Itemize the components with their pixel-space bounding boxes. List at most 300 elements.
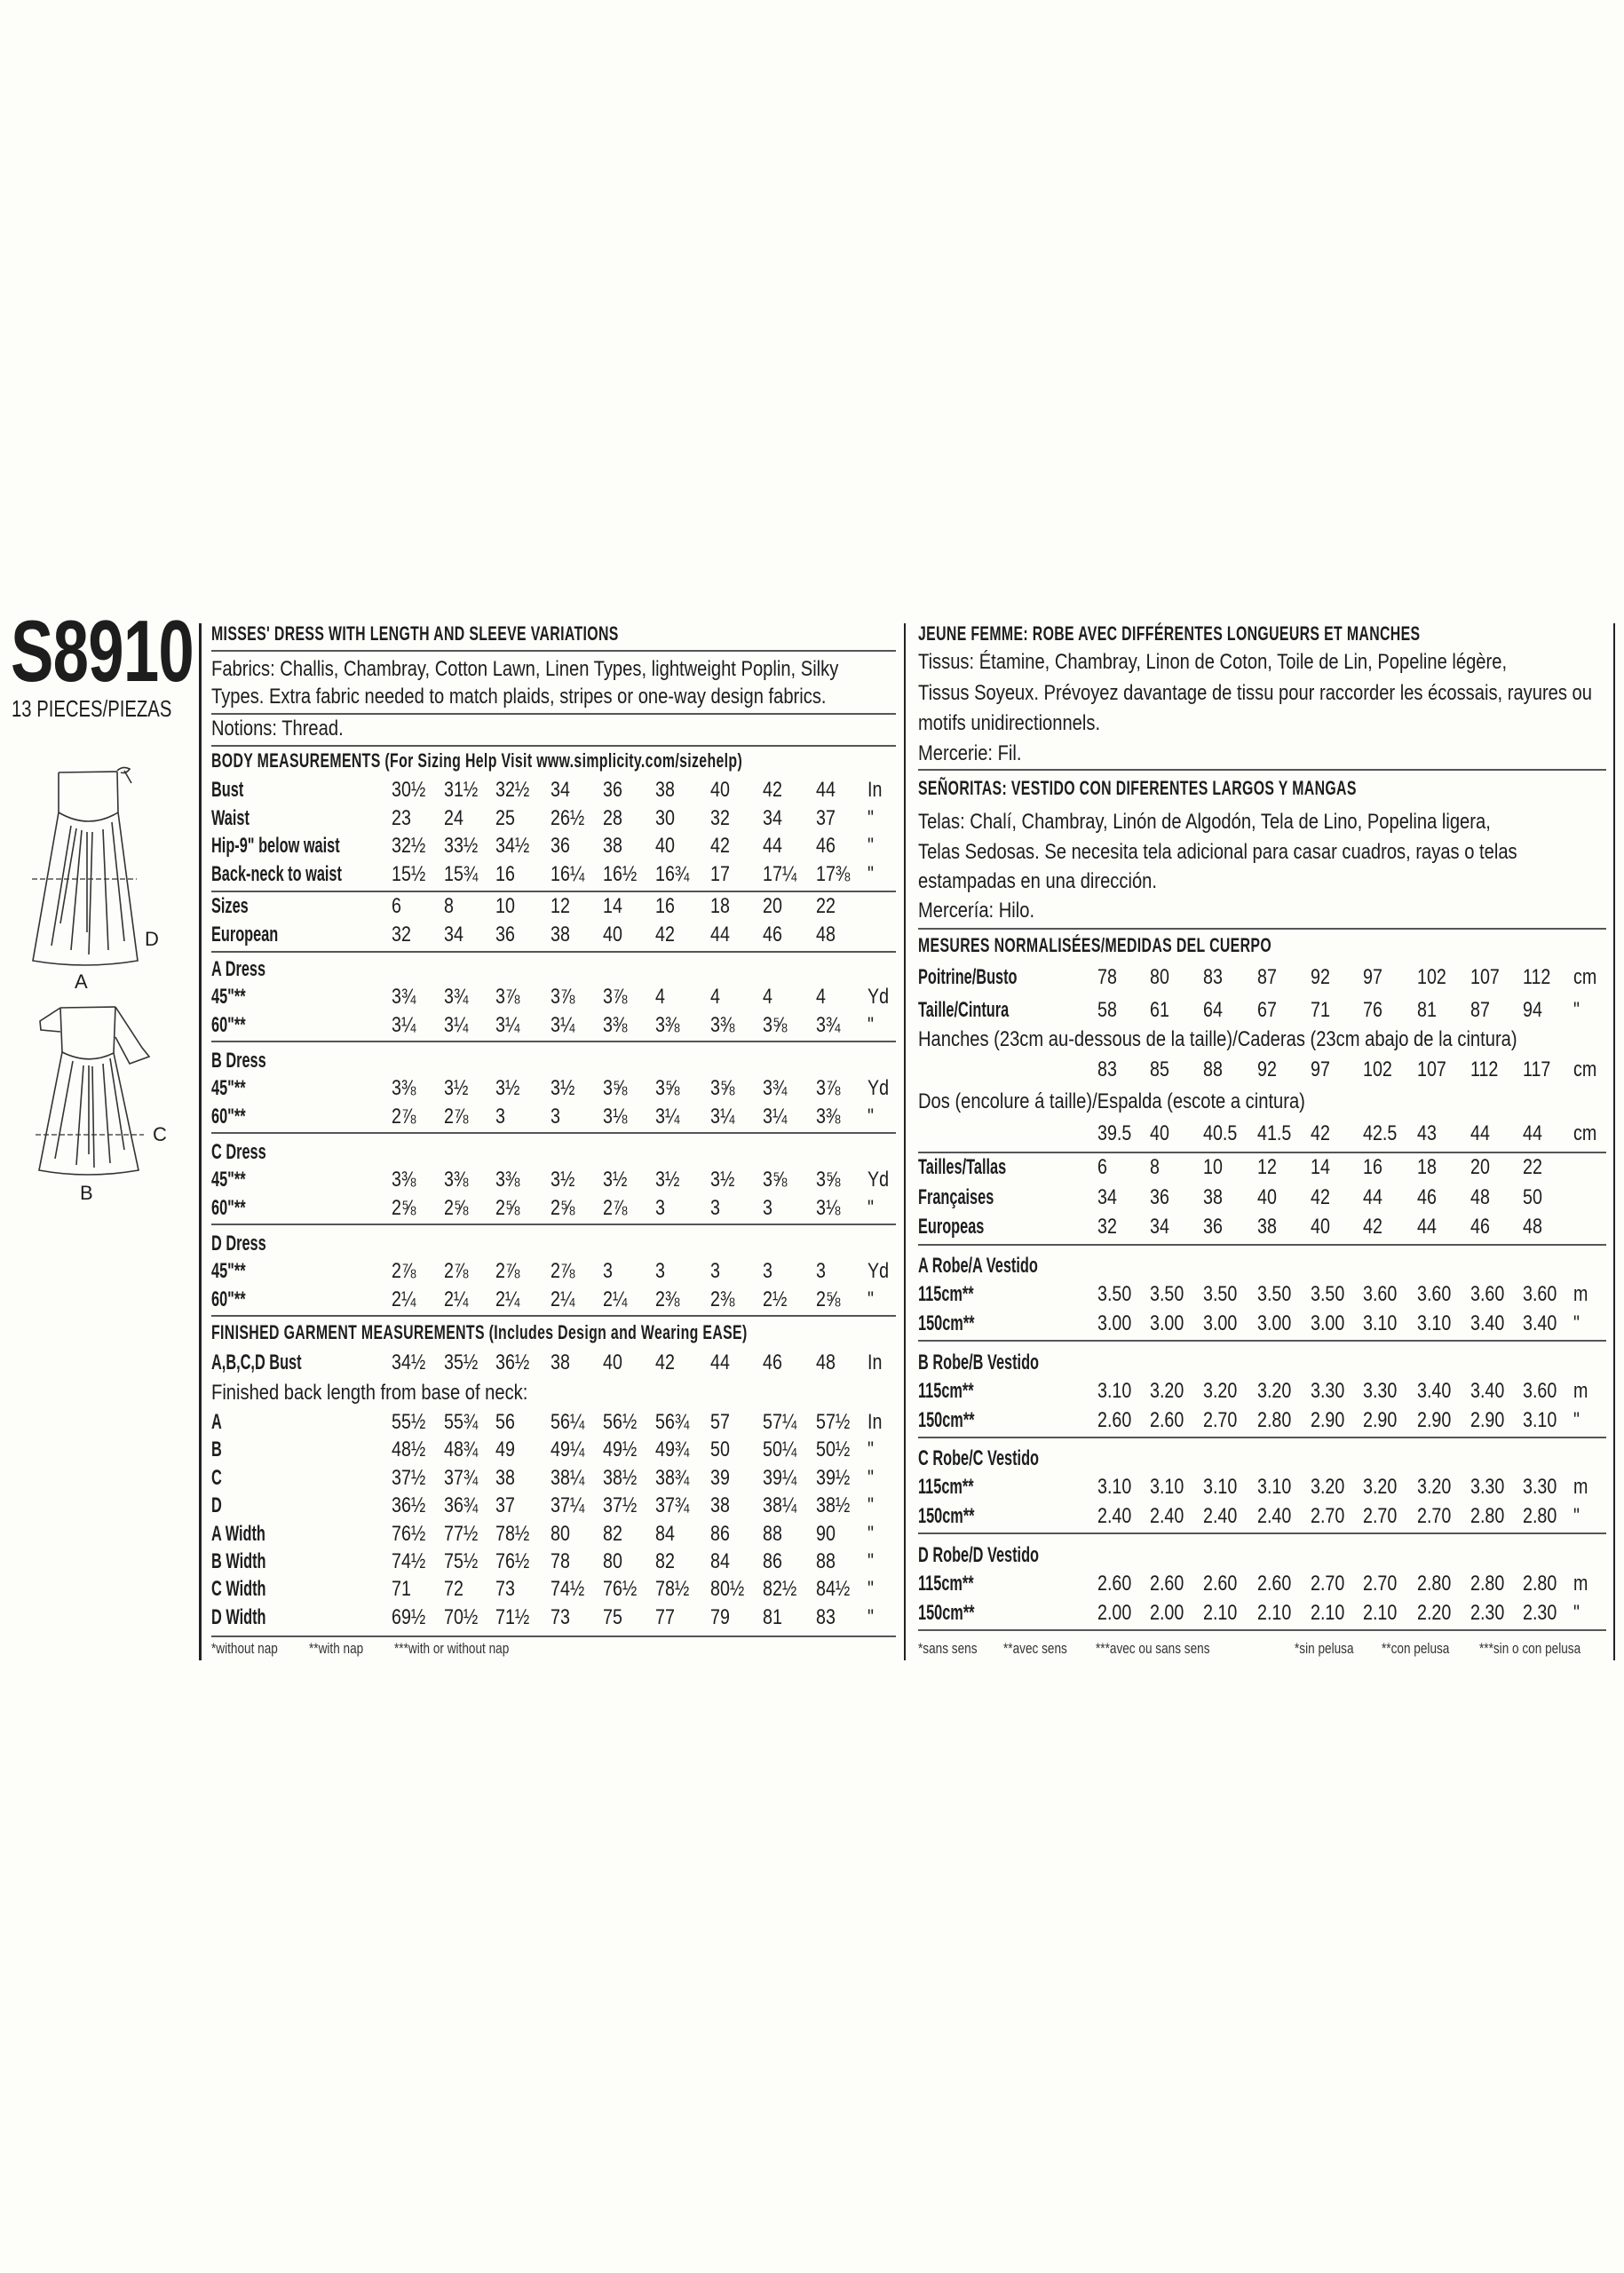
- table-cell: 107: [1417, 1057, 1446, 1081]
- table-cell: 78½: [495, 1521, 530, 1546]
- table-cell: 3¼: [655, 1105, 680, 1129]
- yardage-row-label: 150cm**: [918, 1407, 975, 1432]
- table-cell: 38: [1203, 1184, 1223, 1209]
- yardage-row-label: 45"**: [211, 1076, 246, 1100]
- table-cell: 36½: [392, 1493, 426, 1518]
- table-cell: 32: [710, 805, 730, 830]
- table-cell: 36: [551, 834, 570, 859]
- table-cell: 39½: [816, 1465, 851, 1490]
- spanish-fabrics-text: Telas Sedosas. Se necesita tela adicional para casar cuadros, rayas o telas: [918, 839, 1517, 864]
- yardage-row-label: 115cm**: [918, 1282, 974, 1306]
- french-fabrics-text: motifs unidirectionnels.: [918, 711, 1101, 735]
- footnote: ***avec ou sans sens: [1096, 1640, 1210, 1657]
- table-cell: 30½: [392, 778, 426, 802]
- table-cell: 44: [1417, 1215, 1437, 1239]
- table-cell: 72: [444, 1577, 463, 1602]
- table-cell: 74½: [551, 1577, 585, 1602]
- body-row-label: Hip-9" below waist: [211, 834, 340, 859]
- table-cell: 56: [495, 1410, 515, 1434]
- unit-label: ": [867, 1105, 874, 1129]
- footnote: ***sin o con pelusa: [1479, 1640, 1581, 1657]
- table-cell: 42: [1363, 1215, 1382, 1239]
- table-cell: 44: [763, 834, 782, 859]
- yardage-row-label: 115cm**: [918, 1378, 974, 1403]
- table-cell: 86: [710, 1521, 730, 1546]
- table-cell: 46: [763, 923, 782, 946]
- yardage-row-label: 150cm**: [918, 1311, 975, 1335]
- table-cell: 3⅝: [603, 1076, 628, 1100]
- table-cell: 2.80: [1523, 1504, 1557, 1529]
- table-cell: 73: [551, 1604, 570, 1629]
- table-cell: 3⅜: [816, 1105, 841, 1129]
- table-cell: 3.30: [1311, 1378, 1345, 1403]
- table-cell: 2⅞: [392, 1105, 416, 1129]
- table-cell: 8: [1150, 1155, 1160, 1179]
- table-cell: 84: [655, 1521, 675, 1546]
- table-cell: 49½: [603, 1437, 638, 1462]
- table-cell: 3.00: [1203, 1311, 1238, 1335]
- metric-row-label: Poitrine/Busto: [918, 965, 1018, 989]
- table-cell: 2.00: [1150, 1601, 1184, 1626]
- yardage-row-label: 45"**: [211, 1259, 246, 1283]
- table-cell: 4: [816, 985, 826, 1009]
- table-cell: 78: [1097, 965, 1117, 989]
- table-cell: 55¾: [444, 1410, 479, 1434]
- footnote: *sin pelusa: [1295, 1640, 1354, 1657]
- table-cell: 40: [1257, 1184, 1277, 1209]
- table-cell: 38: [710, 1493, 730, 1518]
- divider: [211, 1132, 896, 1134]
- table-cell: 77½: [444, 1521, 479, 1546]
- unit-label: ": [1573, 1311, 1580, 1335]
- table-cell: 37½: [392, 1465, 426, 1490]
- table-cell: 57½: [816, 1410, 851, 1434]
- table-cell: 44: [1363, 1184, 1382, 1209]
- table-cell: 44: [1470, 1121, 1490, 1145]
- table-cell: 36: [1203, 1215, 1223, 1239]
- table-cell: 2.90: [1311, 1407, 1345, 1432]
- table-cell: 117: [1523, 1057, 1551, 1081]
- table-cell: 2.90: [1417, 1407, 1452, 1432]
- table-cell: 3¼: [444, 1013, 469, 1037]
- table-cell: 10: [495, 894, 515, 918]
- yardage-view-title: A Robe/A Vestido: [918, 1254, 1038, 1278]
- table-cell: 4: [763, 985, 772, 1009]
- table-cell: 22: [1523, 1155, 1542, 1179]
- fabrics-text: Types. Extra fabric needed to match plaids, stripes or one-way design fabrics.: [211, 685, 827, 709]
- table-cell: 46: [763, 1350, 782, 1374]
- table-cell: 42: [1311, 1121, 1330, 1145]
- metric-measurements-title: MESURES NORMALISÉES/MEDIDAS DEL CUERPO: [918, 934, 1272, 956]
- table-cell: 56¾: [655, 1410, 690, 1434]
- table-cell: 3.10: [1257, 1475, 1292, 1500]
- table-cell: 12: [551, 894, 570, 918]
- table-cell: 31½: [444, 778, 479, 802]
- unit-label: ": [867, 1604, 874, 1629]
- table-cell: 102: [1363, 1057, 1392, 1081]
- table-cell: 6: [1097, 1155, 1107, 1179]
- notions-text: Notions: Thread.: [211, 717, 344, 741]
- table-cell: 4: [710, 985, 720, 1009]
- table-cell: 25: [495, 805, 515, 830]
- table-cell: 44: [1523, 1121, 1542, 1145]
- table-cell: 3⅝: [763, 1168, 788, 1192]
- table-cell: 2⅝: [444, 1196, 469, 1220]
- table-cell: 48¾: [444, 1437, 479, 1462]
- table-cell: 73: [495, 1577, 515, 1602]
- table-cell: 3.00: [1311, 1311, 1345, 1335]
- table-cell: 2⅞: [495, 1259, 520, 1283]
- dress-b-sketch: [36, 1007, 149, 1175]
- table-cell: 32½: [495, 778, 530, 802]
- table-cell: 2.90: [1470, 1407, 1505, 1432]
- table-cell: 76½: [495, 1549, 530, 1573]
- table-cell: 75: [603, 1604, 622, 1629]
- table-cell: 34: [763, 805, 782, 830]
- table-cell: 67: [1257, 998, 1277, 1022]
- table-cell: 50¼: [763, 1437, 797, 1462]
- table-cell: 39: [710, 1465, 730, 1490]
- table-cell: 2.40: [1257, 1504, 1292, 1529]
- table-cell: 48: [1470, 1184, 1490, 1209]
- table-cell: 3⅜: [603, 1013, 628, 1037]
- table-cell: 97: [1311, 1057, 1330, 1081]
- table-cell: 35½: [444, 1350, 479, 1374]
- table-cell: 55½: [392, 1410, 426, 1434]
- unit-label: m: [1573, 1572, 1588, 1596]
- table-cell: 17¼: [763, 862, 797, 887]
- divider: [918, 928, 1606, 930]
- table-cell: 34½: [392, 1350, 426, 1374]
- table-cell: 3: [495, 1105, 505, 1129]
- table-cell: 71: [392, 1577, 411, 1602]
- table-cell: 57¼: [763, 1410, 797, 1434]
- unit-label: m: [1573, 1378, 1588, 1403]
- table-cell: 2.80: [1470, 1572, 1505, 1596]
- table-cell: 70½: [444, 1604, 479, 1629]
- table-cell: 3: [655, 1259, 665, 1283]
- table-cell: 50: [710, 1437, 730, 1462]
- footnote: *without nap: [211, 1640, 278, 1657]
- table-cell: 37¾: [655, 1493, 690, 1518]
- table-cell: 18: [1417, 1155, 1437, 1179]
- table-cell: 39.5: [1097, 1121, 1132, 1145]
- divider: [211, 745, 896, 747]
- table-cell: 38¾: [655, 1465, 690, 1490]
- table-cell: 46: [1417, 1184, 1437, 1209]
- table-cell: 3⅝: [710, 1076, 735, 1100]
- table-cell: 78½: [655, 1577, 690, 1602]
- table-cell: 3¼: [551, 1013, 575, 1037]
- table-cell: 40.5: [1203, 1121, 1238, 1145]
- table-cell: 22: [816, 894, 836, 918]
- table-cell: 46: [1470, 1215, 1490, 1239]
- table-cell: 112: [1470, 1057, 1499, 1081]
- column-divider: [904, 623, 906, 1660]
- table-cell: 2⅝: [495, 1196, 520, 1220]
- table-cell: 2.70: [1311, 1572, 1345, 1596]
- finished-row-label: A: [211, 1410, 222, 1434]
- table-cell: 112: [1523, 965, 1551, 989]
- size-row-label: Sizes: [211, 894, 249, 918]
- french-title: JEUNE FEMME: ROBE AVEC DIFFÉRENTES LONGUEURS ET MANCHES: [918, 622, 1421, 645]
- table-cell: 3.50: [1097, 1282, 1132, 1306]
- table-cell: 42: [1311, 1184, 1330, 1209]
- table-cell: 78: [551, 1549, 570, 1573]
- table-cell: 3.40: [1470, 1311, 1505, 1335]
- unit-label: cm: [1573, 1057, 1597, 1081]
- pattern-code: S8910: [11, 602, 194, 700]
- table-cell: 42: [655, 1350, 675, 1374]
- footnote: ***with or without nap: [394, 1640, 510, 1657]
- unit-label: ": [867, 1287, 874, 1311]
- table-cell: 2.70: [1363, 1504, 1398, 1529]
- finished-row-label: A Width: [211, 1521, 265, 1546]
- table-cell: 48: [1523, 1215, 1542, 1239]
- spanish-title: SEÑORITAS: VESTIDO CON DIFERENTES LARGOS Y MANGAS: [918, 777, 1357, 799]
- french-fabrics-text: Tissus Soyeux. Prévoyez davantage de tissu pour raccorder les écossais, rayures ou: [918, 680, 1592, 705]
- table-cell: 20: [763, 894, 782, 918]
- table-cell: 40: [710, 778, 730, 802]
- finished-row-label: B Width: [211, 1549, 266, 1573]
- table-cell: 42: [710, 834, 730, 859]
- divider: [211, 1224, 896, 1225]
- table-cell: 76: [1363, 998, 1382, 1022]
- table-cell: 39¼: [763, 1465, 797, 1490]
- table-cell: 38: [495, 1465, 515, 1490]
- table-cell: 3.30: [1470, 1475, 1505, 1500]
- unit-label: ": [867, 1013, 874, 1037]
- table-cell: 2⅞: [444, 1259, 469, 1283]
- spanish-notions-text: Mercería: Hilo.: [918, 899, 1035, 923]
- view-label-a: A: [75, 970, 88, 993]
- table-cell: 2.70: [1363, 1572, 1398, 1596]
- table-cell: 87: [1470, 998, 1490, 1022]
- table-cell: 2.20: [1417, 1601, 1452, 1626]
- table-cell: 2⅜: [655, 1287, 680, 1311]
- table-cell: 2.80: [1417, 1572, 1452, 1596]
- table-cell: 3⅝: [816, 1168, 841, 1192]
- table-cell: 3½: [495, 1076, 520, 1100]
- table-cell: 94: [1523, 998, 1542, 1022]
- yardage-row-label: 45"**: [211, 985, 246, 1009]
- table-cell: 3.50: [1257, 1282, 1292, 1306]
- table-cell: 3.20: [1203, 1378, 1238, 1403]
- table-cell: 76½: [392, 1521, 426, 1546]
- unit-label: Yd: [867, 1259, 890, 1283]
- table-cell: 3.30: [1523, 1475, 1557, 1500]
- unit-label: ": [1573, 1504, 1580, 1529]
- table-cell: 3: [710, 1259, 720, 1283]
- table-cell: 3.30: [1363, 1378, 1398, 1403]
- yardage-view-title: C Robe/C Vestido: [918, 1446, 1040, 1471]
- table-cell: 10: [1203, 1155, 1223, 1179]
- table-cell: 3¼: [495, 1013, 520, 1037]
- table-cell: 16: [655, 894, 675, 918]
- table-cell: 38: [603, 834, 622, 859]
- table-cell: 37: [816, 805, 836, 830]
- table-cell: 3.10: [1097, 1475, 1132, 1500]
- table-cell: 46: [816, 834, 836, 859]
- table-cell: 32½: [392, 834, 426, 859]
- unit-label: m: [1573, 1282, 1588, 1306]
- table-cell: 3⅜: [392, 1168, 416, 1192]
- view-label-d: D: [145, 928, 159, 950]
- table-cell: 50: [1523, 1184, 1542, 1209]
- table-cell: 2.80: [1470, 1504, 1505, 1529]
- table-cell: 3: [603, 1259, 613, 1283]
- table-cell: 2.40: [1150, 1504, 1184, 1529]
- table-cell: 2¼: [551, 1287, 575, 1311]
- unit-label: In: [867, 1350, 883, 1374]
- table-cell: 44: [710, 1350, 730, 1374]
- table-cell: 2.60: [1257, 1572, 1292, 1596]
- finished-row-label: D: [211, 1493, 222, 1518]
- table-cell: 86: [763, 1549, 782, 1573]
- table-cell: 3.20: [1150, 1378, 1184, 1403]
- table-cell: 2.70: [1417, 1504, 1452, 1529]
- table-cell: 3.20: [1257, 1378, 1292, 1403]
- table-cell: 16¾: [655, 862, 690, 887]
- table-cell: 2⅞: [444, 1105, 469, 1129]
- table-cell: 2.60: [1150, 1407, 1184, 1432]
- table-cell: 3⅞: [603, 985, 628, 1009]
- table-cell: 3.60: [1363, 1282, 1398, 1306]
- table-cell: 3.20: [1311, 1475, 1345, 1500]
- table-cell: 38½: [816, 1493, 851, 1518]
- yardage-view-title: B Dress: [211, 1049, 266, 1073]
- yardage-view-title: C Dress: [211, 1140, 266, 1164]
- table-cell: 2⅝: [392, 1196, 416, 1220]
- table-cell: 3¾: [444, 985, 469, 1009]
- body-measurements-title: BODY MEASUREMENTS (For Sizing Help Visit www.simplicity.com/sizehelp): [211, 749, 743, 772]
- table-cell: 4: [655, 985, 665, 1009]
- table-cell: 88: [1203, 1057, 1223, 1081]
- table-cell: 61: [1150, 998, 1169, 1022]
- unit-label: ": [867, 1196, 874, 1220]
- table-cell: 44: [710, 923, 730, 946]
- table-cell: 3¼: [710, 1105, 735, 1129]
- finished-bust-row-label: A,B,C,D Bust: [211, 1350, 302, 1374]
- table-cell: 3.00: [1257, 1311, 1292, 1335]
- table-cell: 82: [655, 1549, 675, 1573]
- unit-label: ": [867, 1521, 874, 1546]
- table-cell: 3.20: [1363, 1475, 1398, 1500]
- finished-back-length-title: Finished back length from base of neck:: [211, 1381, 528, 1405]
- table-cell: 74½: [392, 1549, 426, 1573]
- table-cell: 3.50: [1203, 1282, 1238, 1306]
- table-cell: 80½: [710, 1577, 745, 1602]
- size-row-label: Tailles/Tallas: [918, 1155, 1007, 1179]
- table-cell: 3⅜: [444, 1168, 469, 1192]
- yardage-row-label: 60"**: [211, 1287, 246, 1311]
- table-cell: 56¼: [551, 1410, 585, 1434]
- table-cell: 3.50: [1150, 1282, 1184, 1306]
- table-cell: 2⅜: [710, 1287, 735, 1311]
- table-cell: 3⅝: [763, 1013, 788, 1037]
- table-cell: 20: [1470, 1155, 1490, 1179]
- french-fabrics-text: Tissus: Étamine, Chambray, Linon de Coton, Toile de Lin, Popeline légère,: [918, 650, 1508, 674]
- table-cell: 80: [1150, 965, 1169, 989]
- table-cell: 34: [1150, 1215, 1169, 1239]
- unit-label: ": [1573, 1601, 1580, 1626]
- table-cell: 83: [1203, 965, 1223, 989]
- table-cell: 40: [1311, 1215, 1330, 1239]
- table-cell: 2.70: [1311, 1504, 1345, 1529]
- table-cell: 81: [763, 1604, 782, 1629]
- table-cell: 16: [1363, 1155, 1382, 1179]
- table-cell: 2.80: [1257, 1407, 1292, 1432]
- table-cell: 77: [655, 1604, 675, 1629]
- table-cell: 2.80: [1523, 1572, 1557, 1596]
- unit-label: ": [867, 805, 874, 830]
- table-cell: 49¾: [655, 1437, 690, 1462]
- table-cell: 3⅜: [710, 1013, 735, 1037]
- divider: [918, 769, 1606, 771]
- table-cell: 2.10: [1311, 1601, 1345, 1626]
- divider: [211, 1041, 896, 1042]
- table-cell: 2⅞: [551, 1259, 575, 1283]
- size-row-label: Europeas: [918, 1215, 985, 1239]
- yardage-row-label: 115cm**: [918, 1572, 974, 1596]
- table-cell: 42.5: [1363, 1121, 1398, 1145]
- table-cell: 50½: [816, 1437, 851, 1462]
- table-cell: 3.10: [1150, 1475, 1184, 1500]
- finished-measurements-title: FINISHED GARMENT MEASUREMENTS (Includes Design and Wearing EASE): [211, 1321, 748, 1343]
- table-cell: 2¼: [603, 1287, 628, 1311]
- divider: [918, 1437, 1606, 1438]
- unit-label: ": [867, 1549, 874, 1573]
- table-cell: 40: [655, 834, 675, 859]
- divider: [211, 951, 896, 953]
- table-cell: 36: [495, 923, 515, 946]
- table-cell: 26½: [551, 805, 585, 830]
- table-cell: 85: [1150, 1057, 1169, 1081]
- table-cell: 16¼: [551, 862, 585, 887]
- table-cell: 48½: [392, 1437, 426, 1462]
- table-cell: 37¾: [444, 1465, 479, 1490]
- table-cell: 88: [816, 1549, 836, 1573]
- footnote: **with nap: [309, 1640, 364, 1657]
- divider: [918, 1629, 1606, 1631]
- table-cell: 34: [444, 923, 463, 946]
- table-cell: 58: [1097, 998, 1117, 1022]
- table-cell: 81: [1417, 998, 1437, 1022]
- table-cell: 3⅜: [655, 1013, 680, 1037]
- table-cell: 17⅜: [816, 862, 851, 887]
- table-cell: 41.5: [1257, 1121, 1292, 1145]
- table-cell: 3½: [603, 1168, 628, 1192]
- size-row-label: Françaises: [918, 1184, 994, 1209]
- fabrics-text: Fabrics: Challis, Chambray, Cotton Lawn, Linen Types, lightweight Poplin, Silky: [211, 657, 839, 681]
- yardage-row-label: 60"**: [211, 1013, 246, 1037]
- table-cell: 38: [655, 778, 675, 802]
- table-cell: 107: [1470, 965, 1500, 989]
- table-cell: 3: [816, 1259, 826, 1283]
- table-cell: 40: [603, 923, 622, 946]
- size-row-label: European: [211, 923, 279, 946]
- column-divider: [199, 623, 202, 1660]
- column-divider: [1613, 623, 1615, 1660]
- footnote: **con pelusa: [1382, 1640, 1450, 1657]
- table-cell: 87: [1257, 965, 1277, 989]
- dress-a-sketch: [32, 767, 138, 965]
- table-cell: 64: [1203, 998, 1223, 1022]
- table-cell: 42: [763, 778, 782, 802]
- yardage-view-title: B Robe/B Vestido: [918, 1350, 1040, 1374]
- spanish-fabrics-text: Telas: Chalí, Chambray, Linón de Algodón, Tela de Lino, Popelina ligera,: [918, 810, 1491, 834]
- table-cell: 43: [1417, 1121, 1437, 1145]
